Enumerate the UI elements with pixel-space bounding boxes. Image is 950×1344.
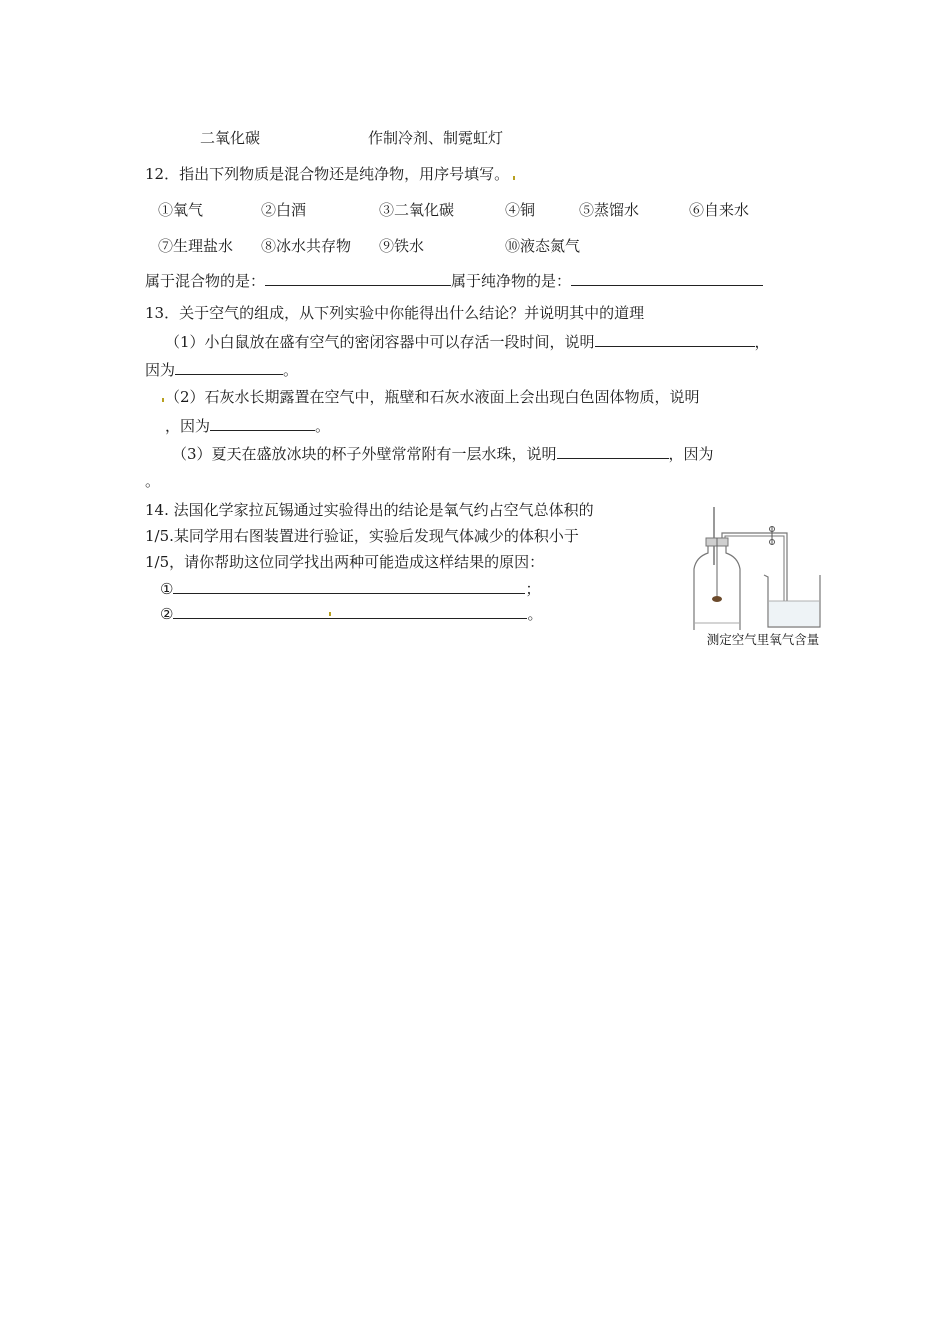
option-6: ⑥自来水 (689, 201, 750, 219)
apparatus-figure (688, 505, 838, 650)
row-top-left: 二氧化碳 (200, 129, 261, 147)
q13-part1-conclusion-blank[interactable] (595, 331, 755, 347)
q13-part2-line1: （2）石灰水长期露置在空气中，瓶壁和石灰水液面上会出现白色固体物质，说明 (165, 388, 700, 406)
ink-speck (513, 176, 515, 180)
pure-answer-blank[interactable] (571, 270, 763, 286)
q14-answer2-blank[interactable] (173, 603, 527, 619)
q13-stem: 13．关于空气的组成，从下列实验中你能得出什么结论？并说明其中的道理 (145, 304, 645, 322)
q13-part2-period: 。 (315, 417, 331, 435)
ink-speck (162, 398, 164, 402)
option-1: ①氧气 (158, 201, 204, 219)
option-3: ③二氧化碳 (379, 201, 455, 219)
ink-speck (329, 612, 331, 616)
option-10: ⑩液态氮气 (505, 237, 581, 255)
q13-part3-line1 (172, 443, 714, 464)
q14-line3: 1/5，请你帮助这位同学找出两种可能造成这样结果的原因： (145, 553, 545, 571)
q13-part3-conclusion-blank[interactable] (557, 443, 669, 459)
q13-part1-text: （1）小白鼠放在盛有空气的密闭容器中可以存活一段时间，说明 (165, 333, 595, 351)
q14-answer2-end: 。 (527, 605, 543, 623)
q13-part1-line1 (165, 331, 770, 352)
row-top-right: 作制冷剂、制霓虹灯 (368, 129, 504, 147)
mixture-answer-blank[interactable] (265, 270, 451, 286)
q13-part1-comma: ， (754, 333, 770, 351)
q14-answer1 (160, 578, 540, 599)
q14-answer1-label: ① (160, 580, 174, 598)
q14-answer1-blank[interactable] (173, 578, 525, 594)
q12-answer-line (145, 270, 763, 291)
option-7: ⑦生理盐水 (158, 237, 234, 255)
option-8: ⑧冰水共存物 (261, 237, 352, 255)
q13-part2-reason-blank[interactable] (210, 415, 315, 431)
q14-line1: 14. 法国化学家拉瓦锡通过实验得出的结论是氧气约占空气总体积的 (145, 501, 594, 519)
option-9: ⑨铁水 (379, 237, 425, 255)
q13-part3-because: ，因为 (668, 445, 714, 463)
option-5: ⑤蒸馏水 (579, 201, 640, 219)
q12-stem: 12．指出下列物质是混合物还是纯净物，用序号填写。 (145, 165, 510, 183)
q13-part1-line2 (145, 359, 298, 380)
q13-part2-line2 (165, 415, 330, 436)
q14-answer1-end: ； (525, 580, 541, 598)
q13-part1-period: 。 (283, 361, 299, 379)
pure-label: 属于纯净物的是： (451, 272, 572, 290)
q14-answer2-label: ② (160, 605, 174, 623)
q13-part1-reason-blank[interactable] (175, 359, 283, 375)
q13-part3-text: （3）夏天在盛放冰块的杯子外壁常常附有一层水珠，说明 (172, 445, 557, 463)
q12-options-row2 (158, 236, 580, 256)
q13-part3-line2: 。 (145, 472, 161, 490)
q14-answer2 (160, 603, 542, 624)
option-2: ②白酒 (261, 201, 307, 219)
q14-line2: 1/5.某同学用右图装置进行验证，实验后发现气体减少的体积小于 (145, 527, 579, 545)
mixture-label: 属于混合物的是： (145, 272, 266, 290)
q12-options-row1 (158, 200, 749, 220)
q13-part2-because: ，因为 (165, 417, 211, 435)
option-4: ④铜 (505, 201, 536, 219)
figure-caption: 测定空气里氧气含量 (706, 632, 820, 647)
q13-part1-because: 因为 (145, 361, 176, 379)
apparatus-diagram (688, 505, 838, 630)
